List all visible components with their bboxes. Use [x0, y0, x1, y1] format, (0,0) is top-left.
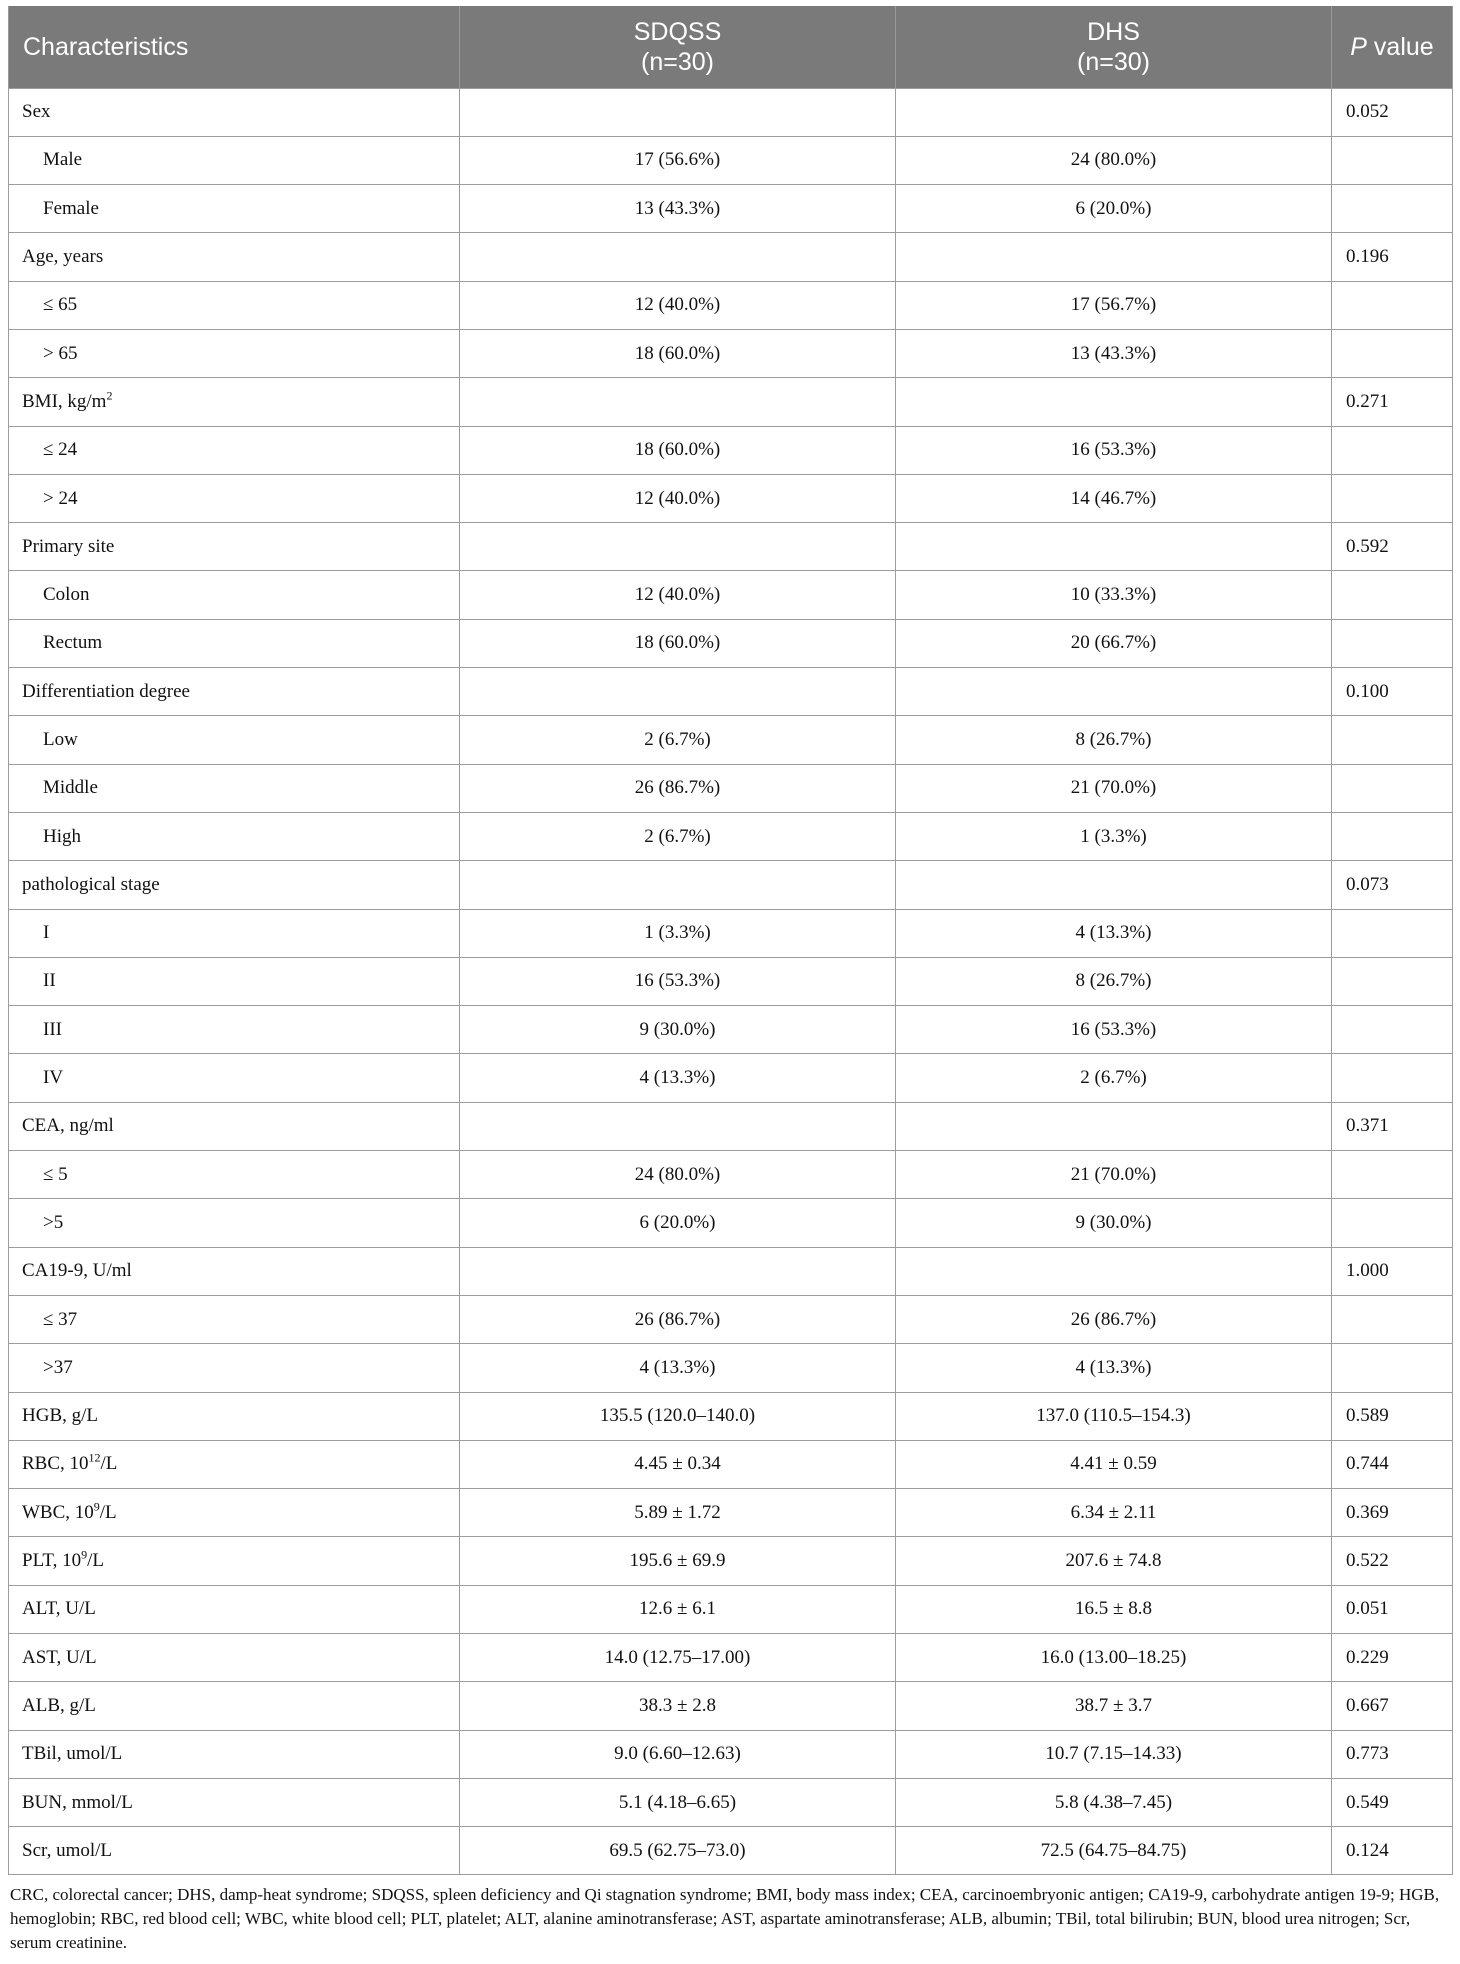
row-label — [9, 716, 460, 764]
row-label — [9, 1634, 460, 1682]
characteristics-table — [8, 6, 1453, 1875]
p-value — [1332, 764, 1453, 812]
table-row — [9, 1247, 1453, 1295]
table-row — [9, 957, 1453, 1005]
header-p-value — [1332, 6, 1453, 88]
dhs-value: 24 (80.0%) — [896, 136, 1332, 184]
row-label — [9, 426, 460, 474]
row-label — [9, 1199, 460, 1247]
row-label-superscript: 2 — [106, 388, 113, 403]
row-label — [9, 1344, 460, 1392]
row-label-text: High — [43, 825, 81, 847]
table-row — [9, 1102, 1453, 1150]
table-row — [9, 1489, 1453, 1537]
row-label — [9, 909, 460, 957]
table-row — [9, 1634, 1453, 1682]
p-value: 0.196 — [1332, 233, 1453, 281]
row-label — [9, 861, 460, 909]
sdqss-value — [460, 1247, 896, 1295]
row-label-text: III — [43, 1018, 62, 1040]
header-p-rest: value — [1366, 32, 1434, 61]
table-row — [9, 523, 1453, 571]
row-label — [9, 329, 460, 377]
row-label-text: ALT, U/L — [22, 1598, 96, 1620]
row-label-superscript: 12 — [88, 1451, 101, 1466]
sdqss-value: 26 (86.7%) — [460, 1295, 896, 1343]
p-value — [1332, 812, 1453, 860]
table-row — [9, 378, 1453, 426]
sdqss-value: 12 (40.0%) — [460, 571, 896, 619]
table-row — [9, 1537, 1453, 1585]
table-row — [9, 571, 1453, 619]
dhs-value: 8 (26.7%) — [896, 716, 1332, 764]
row-label — [9, 1585, 460, 1633]
row-label-text: Age, years — [22, 246, 104, 268]
table-body — [9, 88, 1453, 1875]
row-label-superscript: 9 — [81, 1547, 88, 1562]
dhs-value: 21 (70.0%) — [896, 764, 1332, 812]
row-label-text: Middle — [43, 777, 98, 799]
sdqss-value — [460, 378, 896, 426]
row-label-text: CA19-9, U/ml — [22, 1260, 132, 1282]
dhs-value — [896, 233, 1332, 281]
row-label-text: >37 — [43, 1356, 73, 1378]
p-value — [1332, 1006, 1453, 1054]
sdqss-value: 26 (86.7%) — [460, 764, 896, 812]
table-row — [9, 1730, 1453, 1778]
dhs-value — [896, 861, 1332, 909]
row-label-text: CEA, ng/ml — [22, 1115, 114, 1137]
row-label-text: ≤ 37 — [43, 1308, 78, 1330]
p-value: 0.371 — [1332, 1102, 1453, 1150]
row-label-superscript: 9 — [93, 1499, 100, 1514]
row-label-text: ≤ 65 — [43, 294, 78, 316]
header-row — [9, 6, 1453, 88]
dhs-value: 72.5 (64.75–84.75) — [896, 1827, 1332, 1875]
dhs-value: 4.41 ± 0.59 — [896, 1440, 1332, 1488]
table-row — [9, 764, 1453, 812]
p-value — [1332, 281, 1453, 329]
sdqss-value — [460, 233, 896, 281]
row-label-unit: /L — [100, 1453, 118, 1475]
p-value: 1.000 — [1332, 1247, 1453, 1295]
p-value — [1332, 957, 1453, 1005]
p-value — [1332, 474, 1453, 522]
row-label-text: RBC, 10 — [22, 1453, 89, 1475]
header-dhs-n: (n=30) — [1077, 47, 1150, 76]
p-value: 0.052 — [1332, 88, 1453, 136]
dhs-value — [896, 378, 1332, 426]
sdqss-value: 14.0 (12.75–17.00) — [460, 1634, 896, 1682]
p-value: 0.773 — [1332, 1730, 1453, 1778]
p-value — [1332, 1344, 1453, 1392]
table-row — [9, 1199, 1453, 1247]
table-row — [9, 136, 1453, 184]
row-label-text: WBC, 10 — [22, 1501, 94, 1523]
table-row — [9, 1585, 1453, 1633]
row-label-text: PLT, 10 — [22, 1550, 82, 1572]
table-row — [9, 1682, 1453, 1730]
sdqss-value — [460, 861, 896, 909]
table-row — [9, 861, 1453, 909]
dhs-value: 6.34 ± 2.11 — [896, 1489, 1332, 1537]
header-sdqss-label: SDQSS — [633, 17, 722, 46]
row-label-text: Rectum — [43, 632, 103, 654]
row-label — [9, 1440, 460, 1488]
header-characteristics — [9, 6, 460, 88]
header-characteristics-label: Characteristics — [23, 32, 189, 61]
header-p-italic: P — [1350, 32, 1367, 61]
sdqss-value — [460, 523, 896, 571]
p-value — [1332, 571, 1453, 619]
row-label-text: BUN, mmol/L — [22, 1791, 133, 1813]
row-label-text: TBil, umol/L — [22, 1743, 123, 1765]
sdqss-value: 12 (40.0%) — [460, 281, 896, 329]
sdqss-value: 195.6 ± 69.9 — [460, 1537, 896, 1585]
dhs-value: 20 (66.7%) — [896, 619, 1332, 667]
row-label-text: Low — [43, 729, 78, 750]
table-row — [9, 1151, 1453, 1199]
table-row — [9, 426, 1453, 474]
dhs-value — [896, 88, 1332, 136]
table-row — [9, 1295, 1453, 1343]
sdqss-value: 16 (53.3%) — [460, 957, 896, 1005]
row-label — [9, 1102, 460, 1150]
sdqss-value: 13 (43.3%) — [460, 185, 896, 233]
p-value — [1332, 185, 1453, 233]
dhs-value: 207.6 ± 74.8 — [896, 1537, 1332, 1585]
dhs-value: 17 (56.7%) — [896, 281, 1332, 329]
p-value: 0.229 — [1332, 1634, 1453, 1682]
table-row — [9, 329, 1453, 377]
row-label — [9, 1151, 460, 1199]
p-value — [1332, 619, 1453, 667]
header-sdqss-n: (n=30) — [641, 47, 714, 76]
dhs-value: 9 (30.0%) — [896, 1199, 1332, 1247]
dhs-value: 8 (26.7%) — [896, 957, 1332, 1005]
row-label-text: BMI, kg/m — [22, 390, 107, 412]
table-row — [9, 281, 1453, 329]
table-row — [9, 909, 1453, 957]
dhs-value: 4 (13.3%) — [896, 909, 1332, 957]
row-label — [9, 1537, 460, 1585]
dhs-value: 4 (13.3%) — [896, 1344, 1332, 1392]
table-row — [9, 716, 1453, 764]
sdqss-value — [460, 668, 896, 716]
table-row — [9, 185, 1453, 233]
table-row — [9, 812, 1453, 860]
p-value: 0.100 — [1332, 668, 1453, 716]
dhs-value: 2 (6.7%) — [896, 1054, 1332, 1102]
table-row — [9, 1006, 1453, 1054]
row-label — [9, 812, 460, 860]
dhs-value: 10 (33.3%) — [896, 571, 1332, 619]
table-row — [9, 1392, 1453, 1440]
p-value — [1332, 909, 1453, 957]
header-sdqss — [460, 6, 896, 88]
dhs-value: 10.7 (7.15–14.33) — [896, 1730, 1332, 1778]
dhs-value: 137.0 (110.5–154.3) — [896, 1392, 1332, 1440]
dhs-value — [896, 1102, 1332, 1150]
p-value: 0.744 — [1332, 1440, 1453, 1488]
row-label — [9, 1247, 460, 1295]
sdqss-value: 1 (3.3%) — [460, 909, 896, 957]
row-label-text: Differentiation degree — [22, 680, 190, 702]
dhs-value: 1 (3.3%) — [896, 812, 1332, 860]
table-row — [9, 88, 1453, 136]
table-row — [9, 233, 1453, 281]
sdqss-value: 2 (6.7%) — [460, 812, 896, 860]
p-value — [1332, 1295, 1453, 1343]
row-label — [9, 523, 460, 571]
row-label-text: > 65 — [43, 342, 78, 364]
table-footnote: CRC, colorectal cancer; DHS, damp-heat syndrome; SDQSS, spleen deficiency and Qi stagnation syndrome; BMI, body mass index; CEA, carcinoembryonic antigen; CA19-9, carbohydrate antigen 19-9; HGB, hemoglobin; RBC, red blood cell; WBC, white blood cell; PLT, platelet; ALT, alanine aminotransferase; AST, aspartate aminotransferase; ALB, albumin; TBil, total bilirubin; BUN, blood urea nitrogen; Scr, serum creatinine. — [10, 1885, 1440, 1953]
sdqss-value: 2 (6.7%) — [460, 716, 896, 764]
table-row — [9, 1440, 1453, 1488]
row-label-text: Female — [43, 197, 99, 219]
table-row — [9, 1344, 1453, 1392]
row-label — [9, 281, 460, 329]
dhs-value: 16 (53.3%) — [896, 426, 1332, 474]
row-label-text: ALB, g/L — [22, 1694, 96, 1716]
p-value — [1332, 426, 1453, 474]
row-label — [9, 571, 460, 619]
row-label — [9, 957, 460, 1005]
row-label — [9, 1778, 460, 1826]
row-label-text: Colon — [43, 584, 90, 606]
p-value — [1332, 716, 1453, 764]
row-label — [9, 136, 460, 184]
sdqss-value: 9.0 (6.60–12.63) — [460, 1730, 896, 1778]
dhs-value — [896, 1247, 1332, 1295]
dhs-value — [896, 668, 1332, 716]
row-label — [9, 1006, 460, 1054]
p-value — [1332, 1054, 1453, 1102]
p-value: 0.592 — [1332, 523, 1453, 571]
p-value: 0.051 — [1332, 1585, 1453, 1633]
dhs-value: 38.7 ± 3.7 — [896, 1682, 1332, 1730]
sdqss-value: 5.89 ± 1.72 — [460, 1489, 896, 1537]
table-row — [9, 474, 1453, 522]
dhs-value — [896, 523, 1332, 571]
p-value: 0.667 — [1332, 1682, 1453, 1730]
sdqss-value: 4 (13.3%) — [460, 1054, 896, 1102]
table-row — [9, 668, 1453, 716]
row-label — [9, 764, 460, 812]
row-label-text: ≤ 5 — [43, 1163, 68, 1185]
p-value: 0.369 — [1332, 1489, 1453, 1537]
row-label — [9, 1730, 460, 1778]
row-label-text: IV — [43, 1067, 64, 1089]
dhs-value: 13 (43.3%) — [896, 329, 1332, 377]
p-value: 0.522 — [1332, 1537, 1453, 1585]
row-label-text: Primary site — [22, 535, 115, 557]
row-label — [9, 185, 460, 233]
dhs-value: 16.5 ± 8.8 — [896, 1585, 1332, 1633]
row-label-text: Sex — [22, 101, 51, 123]
row-label-text: AST, U/L — [22, 1646, 97, 1668]
header-dhs-label: DHS — [1087, 17, 1140, 46]
dhs-value: 16.0 (13.00–18.25) — [896, 1634, 1332, 1682]
row-label — [9, 1392, 460, 1440]
header-dhs — [896, 6, 1332, 88]
row-label — [9, 619, 460, 667]
sdqss-value: 18 (60.0%) — [460, 619, 896, 667]
table-row — [9, 1054, 1453, 1102]
row-label — [9, 1489, 460, 1537]
p-value: 0.073 — [1332, 861, 1453, 909]
row-label-unit: /L — [99, 1501, 117, 1523]
dhs-value: 26 (86.7%) — [896, 1295, 1332, 1343]
sdqss-value: 5.1 (4.18–6.65) — [460, 1778, 896, 1826]
sdqss-value: 18 (60.0%) — [460, 426, 896, 474]
row-label — [9, 474, 460, 522]
sdqss-value: 12.6 ± 6.1 — [460, 1585, 896, 1633]
sdqss-value: 135.5 (120.0–140.0) — [460, 1392, 896, 1440]
row-label — [9, 668, 460, 716]
sdqss-value: 38.3 ± 2.8 — [460, 1682, 896, 1730]
row-label-text: Scr, umol/L — [22, 1839, 113, 1861]
p-value — [1332, 136, 1453, 184]
dhs-value: 5.8 (4.38–7.45) — [896, 1778, 1332, 1826]
sdqss-value: 4 (13.3%) — [460, 1344, 896, 1392]
sdqss-value: 6 (20.0%) — [460, 1199, 896, 1247]
row-label-text: II — [43, 970, 56, 992]
sdqss-value: 9 (30.0%) — [460, 1006, 896, 1054]
dhs-value: 21 (70.0%) — [896, 1151, 1332, 1199]
p-value — [1332, 1199, 1453, 1247]
table-row — [9, 1778, 1453, 1826]
sdqss-value — [460, 88, 896, 136]
row-label-text: Male — [43, 149, 83, 171]
p-value: 0.549 — [1332, 1778, 1453, 1826]
table-row — [9, 619, 1453, 667]
sdqss-value: 18 (60.0%) — [460, 329, 896, 377]
row-label-text: pathological stage — [22, 873, 160, 895]
sdqss-value: 4.45 ± 0.34 — [460, 1440, 896, 1488]
table-row — [9, 1827, 1453, 1875]
sdqss-value: 12 (40.0%) — [460, 474, 896, 522]
row-label — [9, 1682, 460, 1730]
row-label-text: ≤ 24 — [43, 439, 78, 461]
row-label-text: HGB, g/L — [22, 1405, 98, 1427]
row-label — [9, 1054, 460, 1102]
sdqss-value: 17 (56.6%) — [460, 136, 896, 184]
dhs-value: 14 (46.7%) — [896, 474, 1332, 522]
row-label — [9, 1827, 460, 1875]
row-label-text: > 24 — [43, 487, 78, 509]
row-label-unit: /L — [87, 1550, 105, 1572]
row-label-text: >5 — [43, 1211, 64, 1233]
sdqss-value — [460, 1102, 896, 1150]
sdqss-value: 24 (80.0%) — [460, 1151, 896, 1199]
p-value: 0.271 — [1332, 378, 1453, 426]
table-container — [8, 6, 1452, 1955]
row-label — [9, 1295, 460, 1343]
p-value: 0.124 — [1332, 1827, 1453, 1875]
row-label-text: I — [43, 922, 50, 944]
dhs-value: 6 (20.0%) — [896, 185, 1332, 233]
table-header — [9, 6, 1453, 88]
row-label — [9, 233, 460, 281]
p-value: 0.589 — [1332, 1392, 1453, 1440]
p-value — [1332, 329, 1453, 377]
row-label — [9, 88, 460, 136]
sdqss-value: 69.5 (62.75–73.0) — [460, 1827, 896, 1875]
row-label — [9, 378, 460, 426]
dhs-value: 16 (53.3%) — [896, 1006, 1332, 1054]
p-value — [1332, 1151, 1453, 1199]
